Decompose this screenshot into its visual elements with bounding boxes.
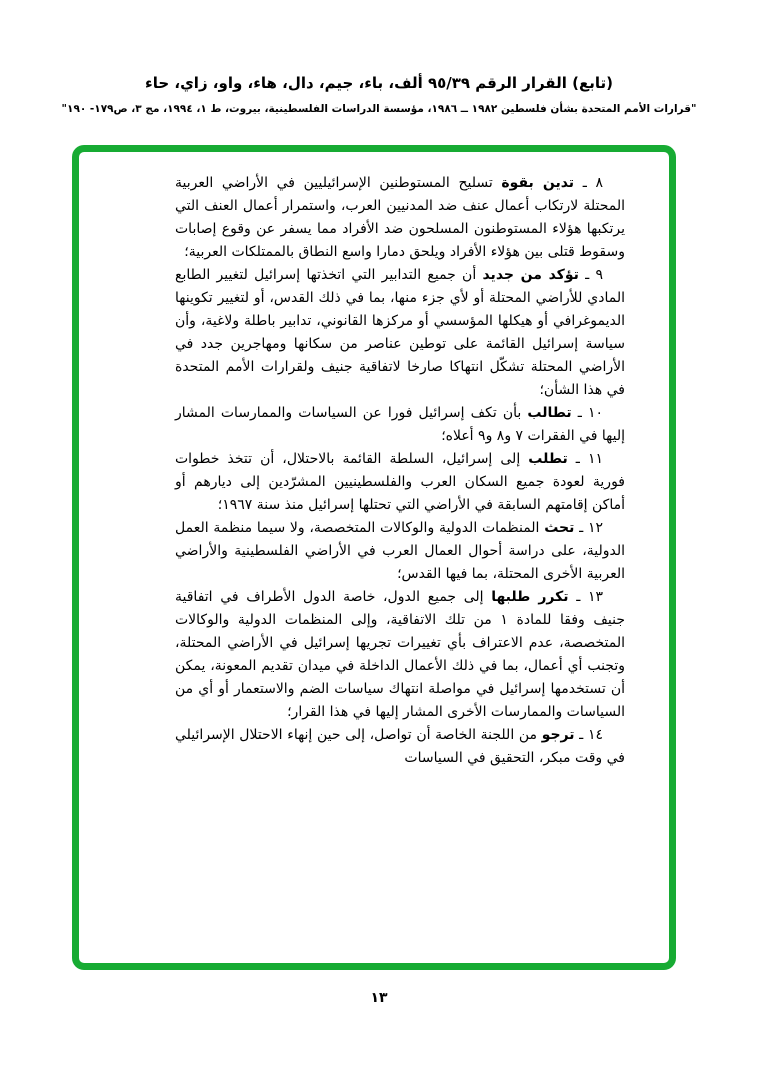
paragraph-lead: تطلب [528, 451, 568, 467]
paragraph-number: ١٤ ـ [574, 727, 603, 743]
resolution-paragraph-14 [175, 724, 625, 770]
paragraph-lead: تؤكد من جديد [482, 267, 579, 283]
paragraph-lead: تكرر طلبها [491, 589, 569, 605]
resolution-paragraph-10 [175, 402, 625, 448]
paragraph-text: من اللجنة الخاصة أن تواصل، إلى حين إنهاء الاحتلال الإسرائيلي في وقت مبكر، التحقيق في السياسات [175, 727, 625, 766]
paragraph-lead: تطالب [527, 405, 572, 421]
paragraph-number: ٨ ـ [574, 175, 603, 191]
resolution-paragraph-9 [175, 264, 625, 402]
paragraph-lead: ترجو [541, 727, 575, 743]
resolution-title: (تابع) القرار الرقم ٩٥/٣٩ ألف، باء، جيم، دال، هاء، واو، زاي، حاء [145, 74, 613, 92]
paragraph-text: بأن تكف إسرائيل فورا عن السياسات والممارسات المشار إليها في الفقرات ٧ و٨ و٩ أعلاه؛ [175, 405, 625, 444]
paragraph-number: ١٣ ـ [568, 589, 603, 605]
paragraph-text: إلى إسرائيل، السلطة القائمة بالاحتلال، أن تتخذ خطوات فورية لعودة جميع السكان العرب والفلسطينيين المشرّدين إلى ديارهم أو أماكن إقامتهم السابقة في الأراضي التي تحتلها إسرائيل منذ سنة ١٩٦٧؛ [175, 451, 625, 513]
resolution-paragraph-8 [175, 172, 625, 264]
paragraph-lead: تحث [544, 520, 575, 536]
paragraph-number: ١٠ ـ [571, 405, 603, 421]
paragraph-number: ٩ ـ [578, 267, 603, 283]
paragraph-number: ١٢ ـ [574, 520, 603, 536]
paragraph-text: إلى جميع الدول، خاصة الدول الأطراف في اتفاقية جنيف وفقا للمادة ١ من تلك الاتفاقية، وإلى المنظمات الدولية والوكالات المتخصصة، عدم الاعتراف بأي تغييرات تجريها إسرائيل في الأراضي المحتلة، وتجنب أي أعمال، بما في ذلك الأعمال الداخلة في ميدان تقديم المعونة، يمكن أن تستخدمها إسرائيل في مواصلة انتهاك سياسات الضم والاستعمار أو أي من السياسات والممارسات الأخرى المشار إليها في هذا القرار؛ [175, 589, 625, 720]
paragraph-text: تسليح المستوطنين الإسرائيليين في الأراضي العربية المحتلة لارتكاب أعمال عنف ضد المدنيين العرب، واستمرار أعمال العنف التي يرتكبها هؤلاء المستوطنون المسلحون ضد الأفراد مما يسفر عن وقوع إصابات وسقوط قتلى بين هؤلاء الأفراد ويلحق دمارا واسع النطاق بالممتلكات العربية؛ [175, 175, 625, 260]
resolution-paragraph-13 [175, 586, 625, 724]
paragraph-number: ١١ ـ [567, 451, 603, 467]
paragraph-lead: تدين بقوة [501, 175, 575, 191]
paragraph-text: المنظمات الدولية والوكالات المتخصصة، ولا سيما منظمة العمل الدولية، على دراسة أحوال العمال العرب في الأراضي الفلسطينية والأراضي العربية الأخرى المحتلة، بما فيها القدس؛ [175, 520, 625, 582]
green-border-frame [72, 145, 676, 970]
resolution-paragraph-11 [175, 448, 625, 517]
source-citation: "قرارات الأمم المتحدة بشأن فلسطين ١٩٨٢ ــ ١٩٨٦، مؤسسة الدراسات الفلسطينية، بيروت، ط ١، ١٩٩٤، مج ٣، ص١٧٩- ١٩٠" [61, 103, 697, 115]
resolution-paragraph-12 [175, 517, 625, 586]
paragraph-text: أن جميع التدابير التي اتخذتها إسرائيل لتغيير الطابع المادي للأراضي المحتلة أو لأي جزء منها، بما في ذلك القدس، أو لتغيير تكوينها الديموغرافي أو هيكلها المؤسسي أو مركزها القانوني، تدابير باطلة ولاغية، وأن سياسة إسرائيل القائمة على توطين عناصر من سكانها ومهاجرين جدد في الأراضي المحتلة تشكّل انتهاكا صارخا لاتفاقية جنيف ولقرارات الأمم المتحدة في هذا الشأن؛ [175, 267, 625, 398]
page-number: ١٣ [370, 990, 388, 1006]
resolution-body [79, 152, 669, 963]
